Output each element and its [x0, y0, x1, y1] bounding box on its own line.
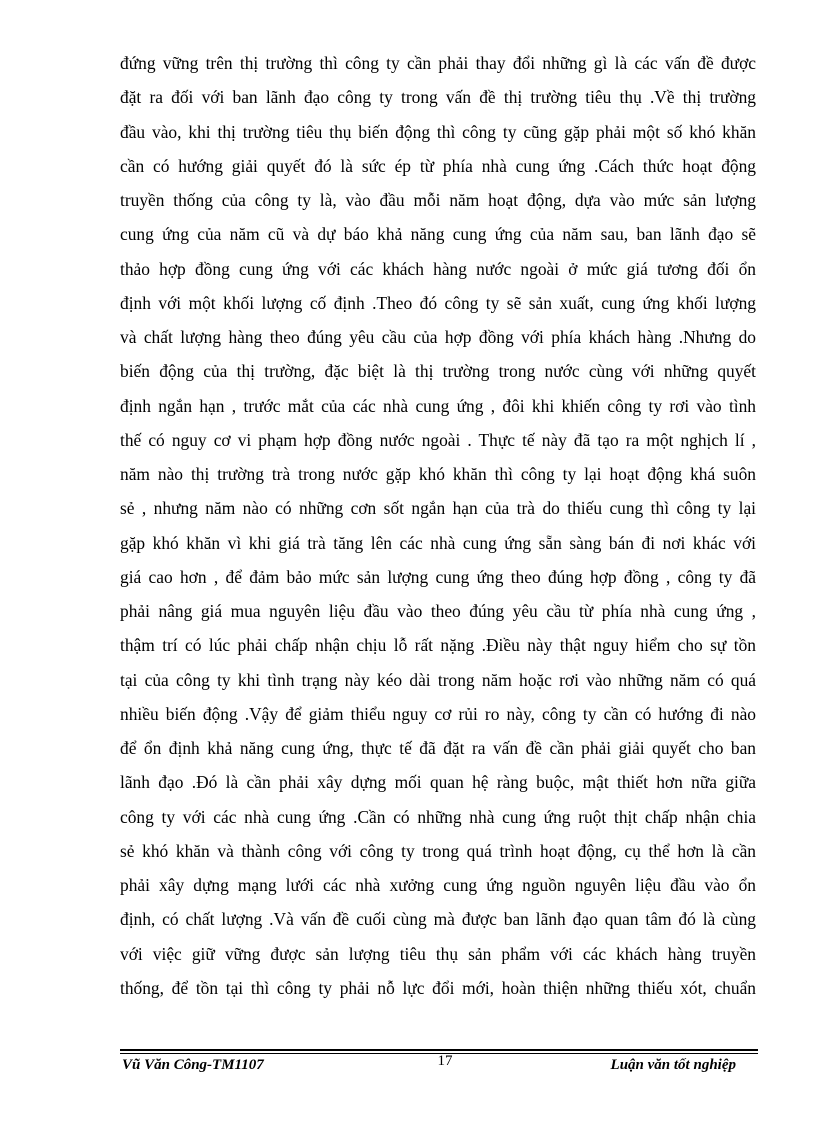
text-line: biến động của thị trường, đặc biệt là thị trường trong nước cùng với những quyết	[120, 361, 756, 382]
text-line: năm nào thị trường trà trong nước gặp khó khăn thì công ty lại hoạt động khá suôn	[120, 464, 756, 484]
footer-document-type: Luận văn tốt nghiệp	[610, 1057, 736, 1073]
text-line: cung ứng của năm cũ và dự báo khả năng cung ứng của năm sau, ban lãnh đạo sẽ	[120, 224, 756, 245]
text-line: với việc giữ vững được sản lượng tiêu thụ sản phẩm với các khách hàng truyền	[120, 943, 756, 964]
text-line: sẻ khó khăn và thành công với công ty trong quá trình hoạt động, cụ thể hơn là cần	[120, 840, 756, 861]
text-line: đầu vào, khi thị trường tiêu thụ biến động thì công ty cũng gặp phải một số khó khăn	[120, 121, 756, 142]
text-line: nhiều biến động .Vậy để giảm thiểu nguy cơ rủi ro này, công ty cần có hướng đi nào	[120, 703, 756, 724]
text-line: thảo hợp đồng cung ứng với các khách hàng nước ngoài ở mức giá tương đối ổn	[120, 258, 756, 279]
text-line: thế có nguy cơ vi phạm hợp đồng nước ngoài . Thực tế này đã tạo ra một nghịch lí ,	[120, 429, 756, 450]
text-line: để ổn định khả năng cung ứng, thực tế đã đặt ra vấn đề cần phải giải quyết cho ban	[120, 738, 756, 758]
text-line: công ty với các nhà cung ứng .Cần có những nhà cung ứng ruột thịt chấp nhận chia	[120, 806, 756, 827]
text-line: lãnh đạo .Đó là cần phải xây dựng mối quan hệ ràng buộc, mật thiết hơn nữa giữa	[120, 772, 756, 793]
text-line: đặt ra đối với ban lãnh đạo công ty trong vấn đề thị trường tiêu thụ .Về thị trường	[120, 87, 756, 108]
text-line: phải xây dựng mạng lưới các nhà xưởng cung ứng nguồn nguyên liệu đầu vào ổn	[120, 875, 756, 895]
text-line: thống, để tồn tại thì công ty phải nỗ lực đổi mới, hoàn thiện những thiếu xót, chuẩn	[120, 977, 756, 998]
text-line: định ngắn hạn , trước mắt của các nhà cung ứng , đôi khi khiến công ty rơi vào tình	[120, 395, 756, 416]
footer-author: Vũ Văn Công-TM1107	[122, 1057, 264, 1073]
text-line: đứng vững trên thị trường thì công ty cần phải thay đổi những gì là các vấn đề được	[120, 53, 756, 73]
text-line: gặp khó khăn vì khi giá trà tăng lên các nhà cung ứng sẵn sàng bán đi nơi khác với	[120, 532, 756, 553]
text-line: thậm trí có lúc phải chấp nhận chịu lỗ rất nặng .Điều này thật nguy hiểm cho sự tồn	[120, 635, 756, 656]
text-line: định, có chất lượng .Và vấn đề cuối cùng mà được ban lãnh đạo quan tâm đó là cùng	[120, 909, 756, 930]
text-line: truyền thống của công ty là, vào đầu mỗi năm hoạt động, dựa vào mức sản lượng	[120, 190, 756, 210]
page-number: 17	[437, 1053, 453, 1069]
text-line: và chất lượng hàng theo đúng yêu cầu của hợp đồng với phía khách hàng .Nhưng do	[120, 327, 756, 347]
body-text	[120, 46, 756, 1005]
text-line: cần có hướng giải quyết đó là sức ép từ phía nhà cung ứng .Cách thức hoạt động	[120, 155, 756, 176]
text-line: sẻ , nhưng năm nào có những cơn sốt ngắn hạn của trà do thiếu cung thì công ty lại	[120, 498, 756, 519]
text-line: phải nâng giá mua nguyên liệu đầu vào theo đúng yêu cầu từ phía nhà cung ứng ,	[120, 601, 756, 621]
text-line: định với một khối lượng cố định .Theo đó công ty sẽ sản xuất, cung ứng khối lượng	[120, 292, 756, 313]
text-line: tại của công ty khi tình trạng này kéo dài trong năm hoặc rơi vào những năm có quá	[120, 669, 756, 690]
text-line: giá cao hơn , để đảm bảo mức sản lượng cung ứng theo đúng hợp đồng , công ty đã	[120, 566, 756, 587]
